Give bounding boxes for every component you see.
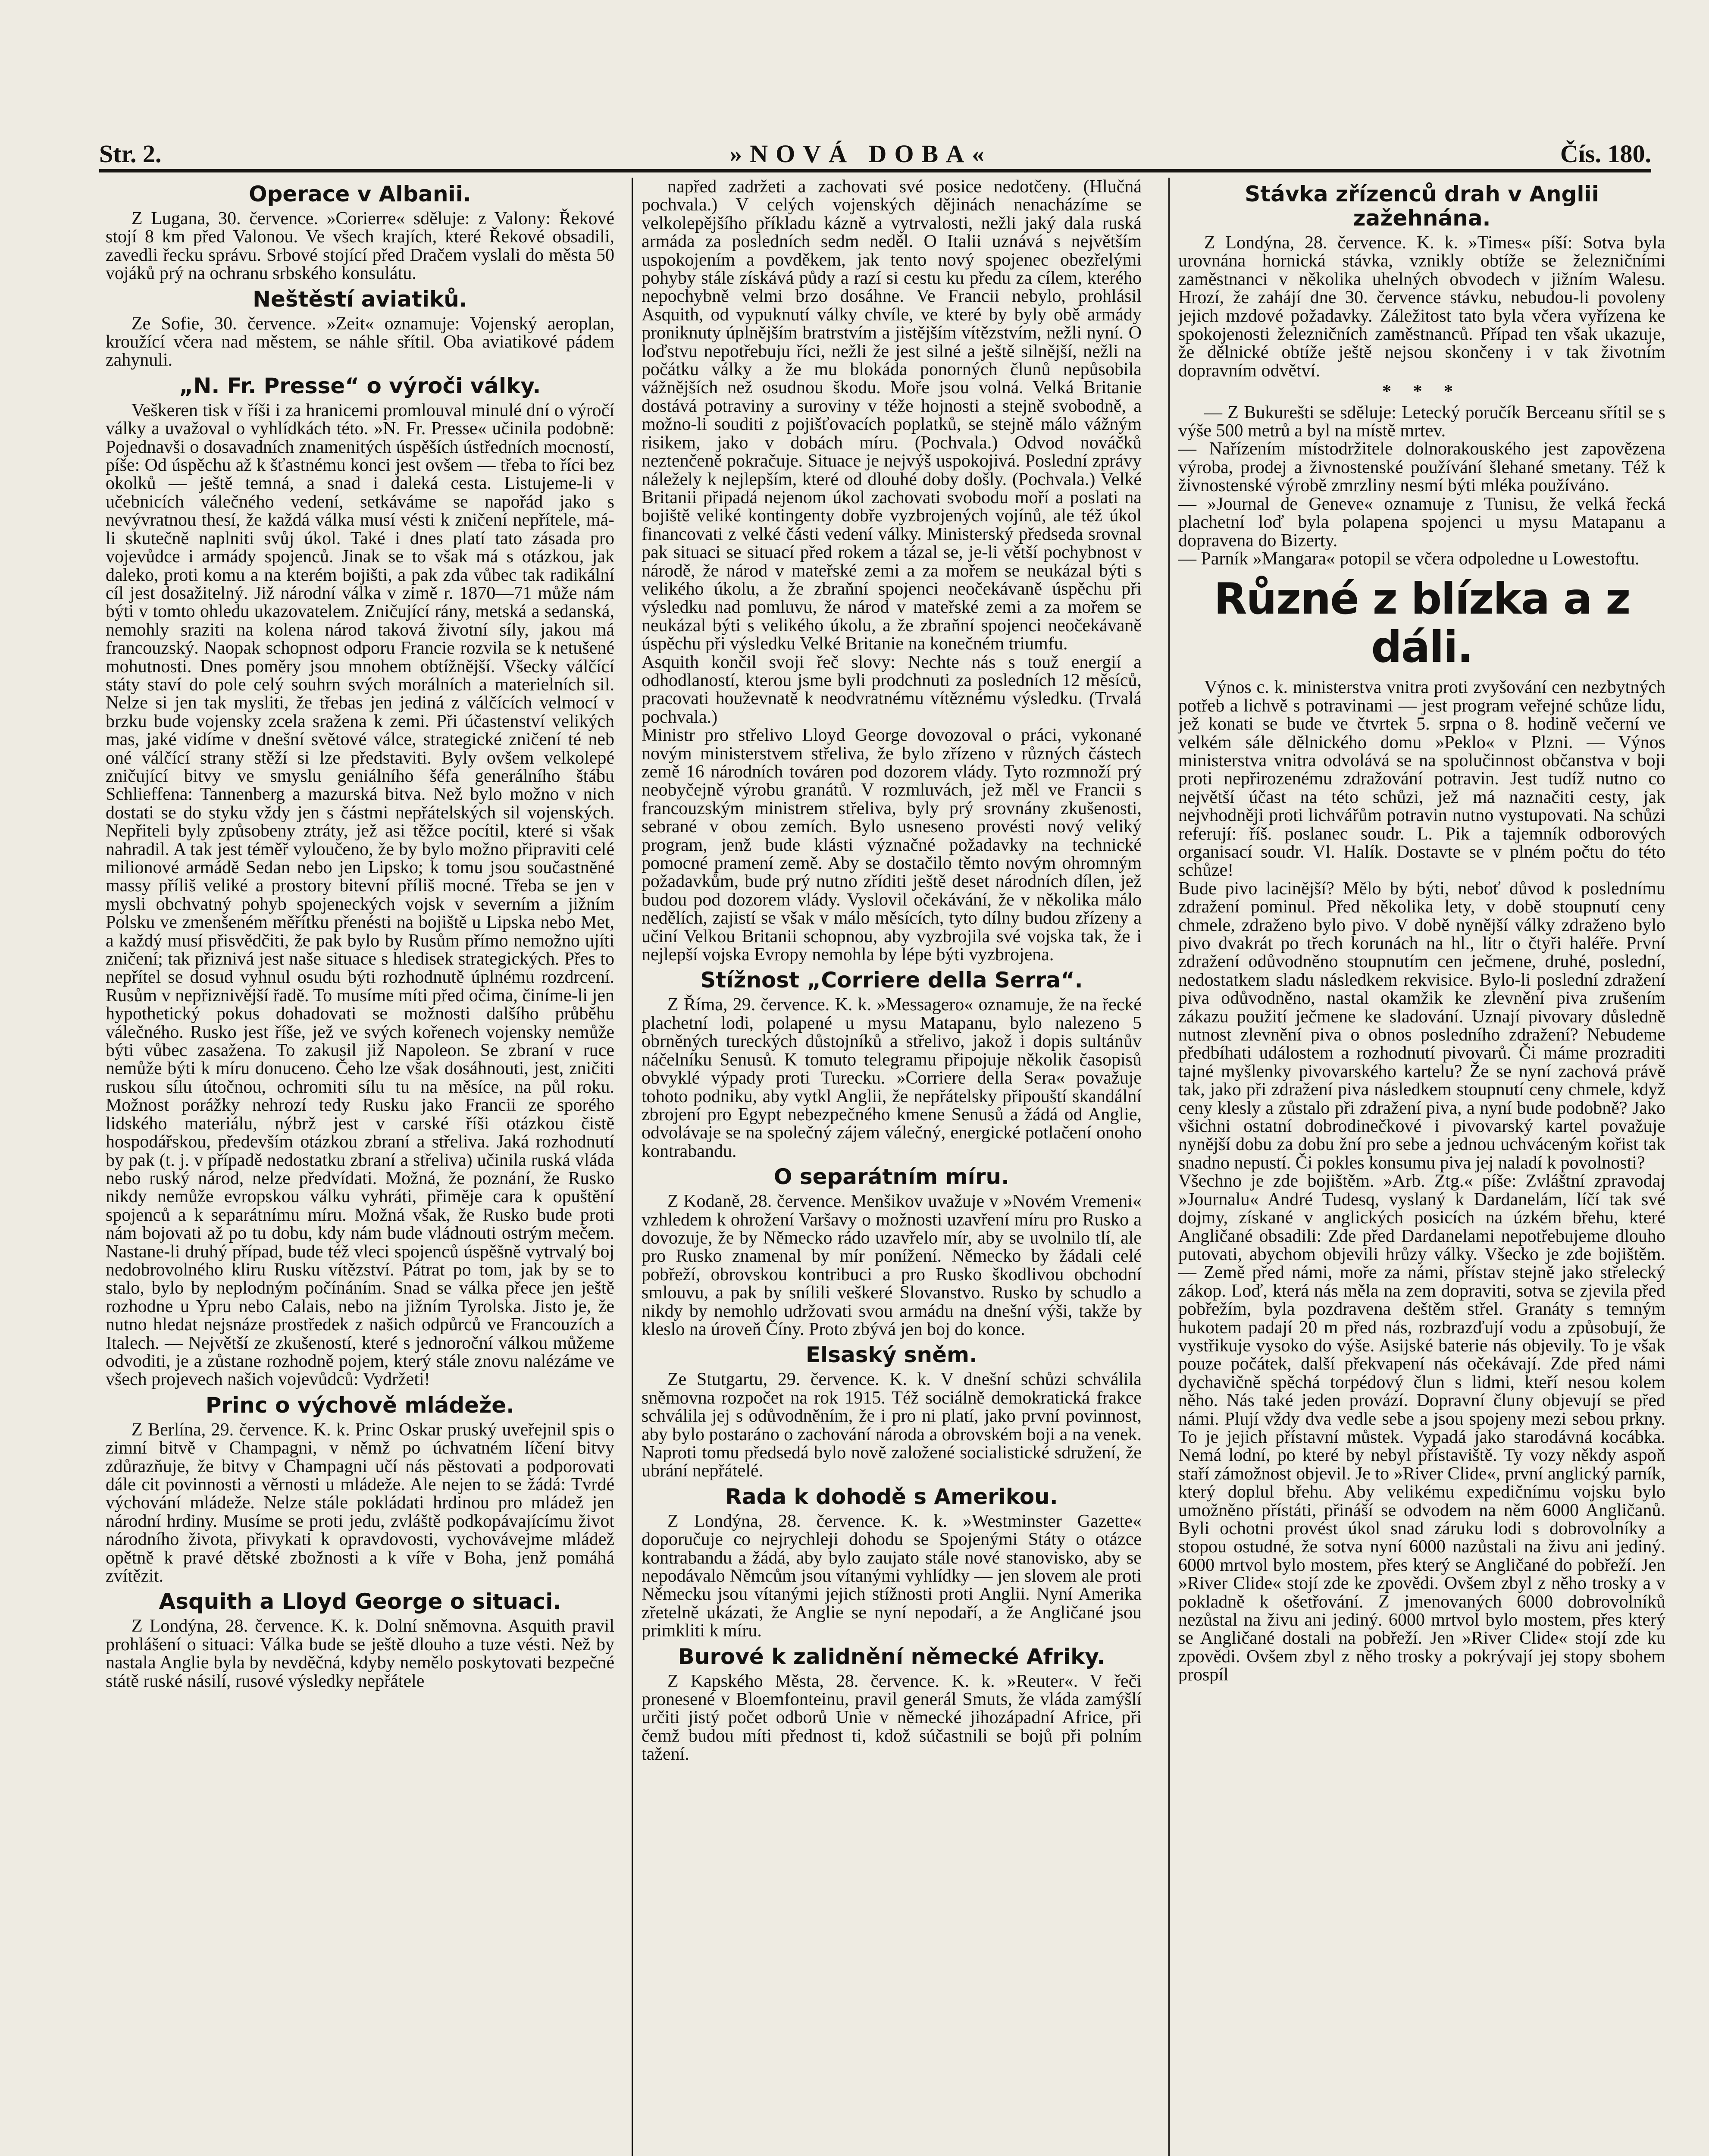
- article-body: Z Kodaně, 28. července. Menšikov uvažuje v »Novém Vremeni« vzhledem k ohrožení Varšavy o možnosti uzavření míru pro Rusko a dovozuje, že by Německo rádo uzavřelo mír, aby se uvolnilo tlí, ale pro Rusko znamenal by mír ponížení. Německo by žádali celé pobřeží, obrovskou kontribuci a pro Rusko škodlivou obchodní smlouvu, a pak by snílili veškeré Slovanstvo. Rusko by schudlo a nikdy by nemohlo udržovati svou armádu na dnešní výši, takže by kleslo na úroveň Číny. Proto zbývá jen boj do konce.: [642, 1191, 1142, 1339]
- article-body: Z Londýna, 28. července. K. k. »Times« píší: Sotva byla urovnána hornická stávka, vznikly obtíže se železničními zaměstnanci v několika uhelných obvodech v jižním Walesu. Hrozí, že zahájí dne 30. července stávku, nebudou-li povoleny jejich mzdové požadavky. Záležitost tato byla včera vyřízena ke spokojenosti železničních zaměstnanců. Případ ten však ukazuje, že dělnické obtíže ještě nejsou skončeny i v tak životním dopravním odvětví.: [1178, 233, 1665, 381]
- section-separator-stars: * * *: [1382, 382, 1462, 402]
- section-headline: Elsaský sněm.: [805, 1342, 978, 1368]
- article-body: Veškeren tisk v říši i za hranicemi promlouval minulé dní o výročí války a uvažoval o vyhlídkách této. »N. Fr. Presse« učinila podobně: Pojednavši o dosavadních znamenitých úspěších ústředních mocností, píše: Od úspěchu až k šťastnému konci jest ovšem — třeba to říci bez okolků — ještě temná, a snad i daleká cesta. Listujeme-li v učebnicích válečného vedení, setkáváme se napořád jako s nevývratnou thesí, že každá válka musí vésti k zničení nepřítele, má-li skutečně naplniti svůj úkol. Také i dnes platí tato zásada pro vojevůdce i armády spojenců. Jinak se to však má s otázkou, jak daleko, proti komu a na kterém bojišti, a pak zda vůbec tak radikální cíl jest dosažitelný. Již národní válka v zimě r. 1870—71 může nám býti v tomto ohledu ukazovatelem. Zničující rány, metská a sedanská, nemohly sraziti na kolena národ taková životní síly, jakou má francouzský. Naopak schopnost odporu Francie rozvila se k netušené mohutnosti. Dnes poměry jsou mnohem obtížnější. Všecky válčící státy staví do pole celý souhrn svých morálních a materielních sil. Nelze si jen tak mysliti, že třebas jen jediná z válčících velmocí v brzku bude vojensky zcela sražena k zemi. Při účastenství velikých mas, jaké vidíme v dnešní světové válce, strategické zničení té neb oné válčící strany stěží si lze představiti. Byly ovšem velkolepé zničující bitvy ve smyslu geniálního šéfa generálního štábu Schlieffena: Tannenberg a mazurská bitva. Než bylo možno v nich dostati se do styku vždy jen s částmi nepřátelských sil vojenských. Nepřiteli byly způsobeny ztráty, jež asi těžce pocítil, které si však nahradil. A tak jest téměř vyloučeno, že by bylo možno připraviti celé milionové armádě Sedan nebo jen Lipsko; k tomu jsou součastněné massy příliš veliké a prostory bitevní příliš mocné. Třeba se jen v mysli obchvatný pohyb spojeneckých vojsk v severním a jižním Polsku ve zmenšeném měřítku přenésti na bojiště u Lipska nebo Met, a každý musí přisvědčiti, že pak bylo by Rusům přímo nemožno ujíti zničení; tak přiznivá jest naše situace s hledisek strategických. Přes to nepřítel se dosud vyhnul osudu býti rozhodnutě úplnému rozdrcení. Rusům v nepřiznivější řadě. To musíme míti před očima, činíme-li jen hypothetický pokus dohadovati se možnosti dalšího průběhu válečného. Rusko jest říše, jež ve svých kořenech vojensky nemůže býti vůbec zasažena. To zakusil již Napoleon. Se zbraní v ruce nemůže býti k míru donuceno. Čeho lze však dosáhnouti, jest, zničiti ruskou sílu útočnou, ochromiti sílu tu na měsíce, na půl roku. Možnost porážky nehrozí tedy Rusku jako Francii ze sporého lidského materiálu, nýbrž jest v carské říši otázkou čistě hospodářskou, především otázkou zbraní a střeliva. Jaká rozhodnutí by pak (t. j. v případě nedostatku zbraní a střeliva) učinila ruská vláda nebo ruský národ, nelze předvídati. Možná, že poznání, že Rusko nikdy nemůže evropskou válku vyhráti, přiměje cara k opuštění spojenců a k separátnímu míru. Možná však, že Rusko bude proti nám bojovati až po tu dobu, kdy nám bude vládnouti ostrým mečem. Nastane-li druhý případ, bude též vleci spojenců úspěšně vytrvalý boj nedobrovolného kliru Rusku vítězství. Pátrat po tom, jak by se to stalo, bylo by neplodným počínáním. Snad se válka přece jen ještě rozhodne u Ypru nebo Calais, nebo na jižním Tyrolska. Jisto je, že nutno hledat nejsnáze prostředek z našich odpůrců ve Francouzích a Italech. — Největší ze zkušeností, které s jednoroční válkou můžeme odvoditi, je a zůstane rozhodně pojem, který stále znovu nalézáme ve všech projevech našich vojevůdců: Vydržeti!: [106, 400, 614, 1390]
- article-body: Z Londýna, 28. července. K. k. Dolní sněmovna. Asquith pravil prohlášení o situaci: Válka bude se ještě dlouho a tuze vésti. Než by nastala Anglie byla by nevděčná, kdyby nemělo poskytovati bezpečné státě ruské násilí, rusové výsledky nepřátele: [106, 1616, 614, 1691]
- section-headline: Různé z blízka a z dáli.: [1214, 573, 1630, 673]
- article-body: Z Kapského Města, 28. července. K. k. »Reuter«. V řeči pronesené v Bloemfonteinu, pravil generál Smuts, že vláda zamýšlí určiti jistý počet odborů Unie v německé jihozápadní Africe, při čemž budou míti přednost ti, kdož súčastnili se bojů při polním tažení.: [642, 1671, 1142, 1764]
- article-body: Ze Sofie, 30. července. »Zeit« oznamuje: Vojenský aeroplan, kroužící včera nad městem, se náhle sřítil. Oba aviatikové pádem zahynuli.: [106, 313, 614, 370]
- section-headline: Stávka zřízenců drah v Anglii zažehnána.: [1245, 182, 1599, 231]
- section-headline: Burové k zalidnění německé Afriky.: [678, 1644, 1105, 1669]
- page-number: Str. 2.: [99, 140, 162, 168]
- section-headline: Stížnost „Corriere della Serra“.: [700, 968, 1083, 993]
- section-headline: Asquith a Lloyd George o situaci.: [159, 1589, 561, 1614]
- issue-number: Čís. 180.: [1560, 140, 1651, 168]
- article-body: Z Berlína, 29. července. K. k. Princ Oskar pruský uveřejnil spis o zimní bitvě v Champagni, v němž po úchvatném líčení bitvy zdůrazňuje, že bitvy v Champagni učí nás pěstovati a podporovati dále cit povinnosti a věrnosti u mládeže. Ale nejen to se žádá: Tvrdé výchování mládeže. Nelze stále pokládati hrdinou pro mládež jen národní hrdiny. Musíme se proti jedu, zvláště podkopávajícímu život národního života, přivykati k opravdovosti, vychovávejme mládež opětně k pravé dětské zbožnosti a k víře v Boha, jenž pomáhá zvítězit.: [106, 1420, 614, 1586]
- section-headline: Neštěstí aviatiků.: [253, 286, 467, 312]
- article-body: Z Říma, 29. července. K. k. »Messagero« oznamuje, že na řecké plachetní lodi, polapené u mysu Matapanu, bylo nalezeno 5 obrněných tureckých důstojníků a střelivo, jakož i dopis sultánův náčelníku Senusů. K tomuto telegramu připojuje několik časopisů obvyklé výpady proti Turecku. »Corriere della Sera« považuje tohoto podniku, aby vytkl Anglii, že nepřátelsky připouští skandální zbrojení pro Egypt nebezpečného kmene Senusů a žádá od Anglie, odvolávaje se na společný zájem válečný, energické potlačení onoho kontrabandu.: [642, 995, 1142, 1161]
- section-headline: „N. Fr. Presse“ o výroči války.: [179, 373, 541, 398]
- section-headline: Princ o výchově mládeže.: [205, 1392, 515, 1418]
- article-body: Výnos c. k. ministerstva vnitra proti zvyšování cen nezbytných potřeb a lichvě s potravinami — jest program veřejné schůze lidu, jež konati se bude ve čtvrtek 5. srpna o 8. hodině večerní ve velkém sále dělnického domu »Peklo« v Plzni. — Výnos ministerstva vnitra odvolává se na spolučinnost občanstva v boji proti nepřirozenému zdražování potravin. Jest tudíž nutno co největší účast na této schůzi, jež má naznačiti cesty, jak nejvhodněji proti lichvářům potravin nutno vystupovati. Na schůzi referují: říš. poslanec soudr. L. Pik a tajemník odborových organisací soudr. Vl. Halík. Dostavte se v plném počtu do této schůze! Bude pivo lacinější? Mělo by býti, neboť důvod k poslednímu zdražení pominul. Před několika lety, v době stoupnutí ceny chmele, zdraženo bylo pivo. V době nynější války zdraženo bylo pivo dvakrát po třech korunách na hl., litr o čtyři haléře. První zdražení odůvodněno stoupnutím cen ječmene, druhé, poslední, nedostatkem sladu následkem rekvisice. Bylo-li poslední zdražení piva odůvodněno, nastal okamžik ke zlevnění piva zrušením zákazu použití ječmene ke sladování. Uznají pivovary důsledně nutnost zlevnění piva o obnos posledního zdražení? Nebudeme předbíhati událostem a rozhodnutí pivovarů. Či máme prozraditi tajné myšlenky pivovarského kartelu? Že se nyní zachová právě tak, jako při zdražení piva následkem stoupnutí ceny chmele, když ceny klesly a zůstalo při zdražení piva, a nyní bude podobně? Jako všichni ostatní dobrodinečkové i pivovarský kartel považuje nynější dobu za dobu žní pro sebe a jednou uchváceným kořist tak snadno nepustí. Či pokles konsumu piva jej naladí k povolnosti? Všechno je zde bojištěm. »Arb. Ztg.« píše: Zvláštní zpravodaj »Journalu« André Tudesq, vyslaný k Dardanelám, líčí tak své dojmy, získané v anglických posicích na úzkém břehu, které Angličané obsadili: Zde před Dardanelami nepotřebujeme dlouho putovati, abychom objevili hrůzy války. Všecko je zde bojištěm. — Země před námi, moře za námi, přístav stejně jako střelecký zákop. Loď, která nás měla na zem dopraviti, sotva se zjevila před pobřežím, byla pozdravena deštěm střel. Granáty s temným hukotem padají 20 m před nás, rozbrazďují vodu a způsobují, že vystřikuje vysoko do výše. Asijské baterie nás objevily. To je však pouze počátek, další překvapení nás očekávají. Zde před námi dychavičně spěchá torpédový člun s lidmi, kteří nesou kolem něho. Nás také jeden provází. Dopravní čluny objevují se před námi. Plují vždy dva vedle sebe a jsou spojeny mezi sebou prkny. To je jejich přístavní můstek. Vypadá jako starodávná kocábka. Nemá lodní, po které by nebyl přístaviště. Ty vozy někdy aspoň staří zámožnost objevil. Je to »River Clide«, první anglický parník, který doplul břehu. Aby velikému expedičnímu vojsku bylo umožněno přístáti, přináší se odvodem na něm 6000 Angličanů. Byli ochotni provést úkol snad záruku lodi s dobrovolníky a stopou ostudné, že sotva nyní 6000 nazůstali na živu ani jediný. 6000 mrtvol bylo mostem, přes který se Angličané do pobřeží. Jen »River Clide« stojí zde ke zpovědi. Ovšem zbyl z něho trosky a v pokladně k ošetřování. Z jmenovaných 6000 dobrovolníků nezůstal na živu ani jediný. 6000 mrtvol bylo mostem, přes který se Angličané dostali na pobřeží. Jen »River Clide« stojí zde ku zpovědi. Ovšem zbyl z něho trosky a pokrývají jej stopy sbohem prospíl: [1178, 677, 1665, 1685]
- article-body: — Z Bukurešti se sděluje: Letecký poručík Berceanu sřítil se s výše 500 metrů a byl na místě mrtev. — Nařízením místodržitele dolnorakouského jest zapovězena výroba, prodej a živnostenské používání šlehané smetany. Též k živnostenské výrobě zmrzliny nesmí býti mléka používáno. — »Journal de Geneve« oznamuje z Tunisu, že velká řecká plachetní loď byla polapena spojenci u mysu Matapanu a dopravena do Bizerty. — Parník »Mangara« potopil se včera odpoledne u Lowestoftu.: [1178, 402, 1665, 569]
- article-body: Z Londýna, 28. července. K. k. »Westminster Gazette« doporučuje co nejrychleji dohodu se Spojenými Státy o otázce kontrabandu a žádá, aby bylo zaujato stále nové stanovisko, aby se nepodávalo Němcům jsou vítanými vyhlídky — jen slovem ale proti Německu jsou vítanými jejich stížnosti proti Anglii. Nyní Amerika zřetelně ukázati, že Anglie se nyní nepodaří, a že Angličané jsou primkliti k míru.: [642, 1511, 1142, 1641]
- section-headline: Operace v Albanii.: [249, 182, 471, 207]
- masthead: [99, 129, 1651, 168]
- article-body: Z Lugana, 30. července. »Corierre« sděluje: z Valony: Řekové stojí 8 km před Valonou. Ve všech krajích, které Řekové obsadili, zavedli řecku správu. Srbové stojící před Dračem vyslali do města 50 vojáků prý na ochranu srbského konsulátu.: [106, 209, 614, 284]
- column-1: [106, 178, 614, 2156]
- newspaper-title: »NOVÁ DOBA«: [729, 140, 992, 168]
- article-body: Ze Stutgartu, 29. července. K. k. V dnešní schůzi schválila sněmovna rozpočet na rok 1915. Též sociálně demokratická frakce schválila jej s odůvodněním, že i pro ni platí, jako první povinnost, aby bylo postaráno o zachování národa a obrovském boji a na venek. Naproti tomu předsedá bylo nově založené socialistické sdružení, že ubrání nepřátelé.: [642, 1369, 1142, 1481]
- column-3: [1168, 178, 1665, 2156]
- section-headline: O separátním míru.: [773, 1164, 1010, 1190]
- article-body: napřed zadržeti a zachovati své posice nedotčeny. (Hlučná pochvala.) V celých vojenských dějinách nenacházíme se velkolepějšího příkladu kázně a vytrvalosti, nežli jaký dala ruská armáda za posledních sedm neděl. O Italii uznává s největším uspokojením a povděkem, jak tento nový spojenec obezřelými pohyby stále získává půdy a razí si cestu ku předu za cílem, kterého nepochybně velmi brzo dosáhne. Ve Francii nebylo, prohlásil Asquith, od vypuknutí války chvíle, ve které by byly obě armády proniknuty úplnějším bratrstvím a jistějším vítězstvím, nežli nyní. O loďstvu nepotřebuju říci, nežli že jest silné a ještě silnější, nežli na počátku války a že mu blokáda ponorných člunů nepůsobila vážnějších než osudnou škodu. Moře jsou volná. Velká Britanie dostává potraviny a suroviny v téže hojnosti a stejně svobodně, a možno-li souditi z pojišťovacích poplatků, se stejně málo vážným risikem, jako v dobách míru. (Pochvala.) Odvod nováčků neztenčeně pokračuje. Situace je nejvýš uspokojivá. Poslední zprávy náležely k nejlepším, které od dlouhé doby došly. (Pochvala.) Velké Britanii připadá nejenom úkol zachovati svobodu moří a poslati na bojiště veliké kontingenty dobře vyzbrojených vojínů, ale též úkol financovati z velké části vedení války. Ministerský předseda srovnal pak situaci se situací před rokem a tázal se, je-li větší pochybnost v národě, že národ v mateřské zemi a za mořem se neukázal býti s velikého úkolu, a že zbraňní spojenci neočekávaně úspěchu při výsledku nad pomluvu, že národ v mateřské zemi a za mořem se neukázal býti s velikého úkolu, a že zbraňní spojenci neočekávaně úspěchu při výsledku Velké Britanie na konečném triumfu. Asquith končil svoji řeč slovy: Nechte nás s touž energií a odhodlaností, kterou jsme byli prodchnuti za posledních 12 měsíců, pracovati houževnatě k neodvratnému vítěznému výsledku. (Trvalá pochvala.) Ministr pro střelivo Lloyd George dovozoval o práci, vykonané novým ministerstvem střeliva, že bylo zřízeno v různých částech země 16 národních továren pod dozorem vlády. Tyto rozmnoží prý neobyčejně výrobu granátů. V rozmluvách, jež měl ve Francii s francouzským ministrem střeliva, byly prý srovnány zkušenosti, sebrané v obou zemích. Bylo usneseno provésti nový veliký program, jenž bude klásti význačné požadavky na technické pomocné pramení země. Aby se dostačilo těmto novým ohromným požadavkům, bude prý nutno zříditi ještě deset národních dílen, jež budou pod dozorem vlády. Vyslovil očekávání, že v několika málo nedělích, zajistí se však v málo měsících, tyto dílny budou zřízeny a učiní Velkou Britanii schopnou, aby vyzbrojila své vojska tak, že i nejlepší vojska Evropy nemohla by lépe býti vyzbrojena.: [642, 178, 1142, 965]
- column-2: [632, 178, 1142, 2156]
- section-headline: Rada k dohodě s Amerikou.: [725, 1484, 1058, 1509]
- masthead-rule: [99, 169, 1651, 172]
